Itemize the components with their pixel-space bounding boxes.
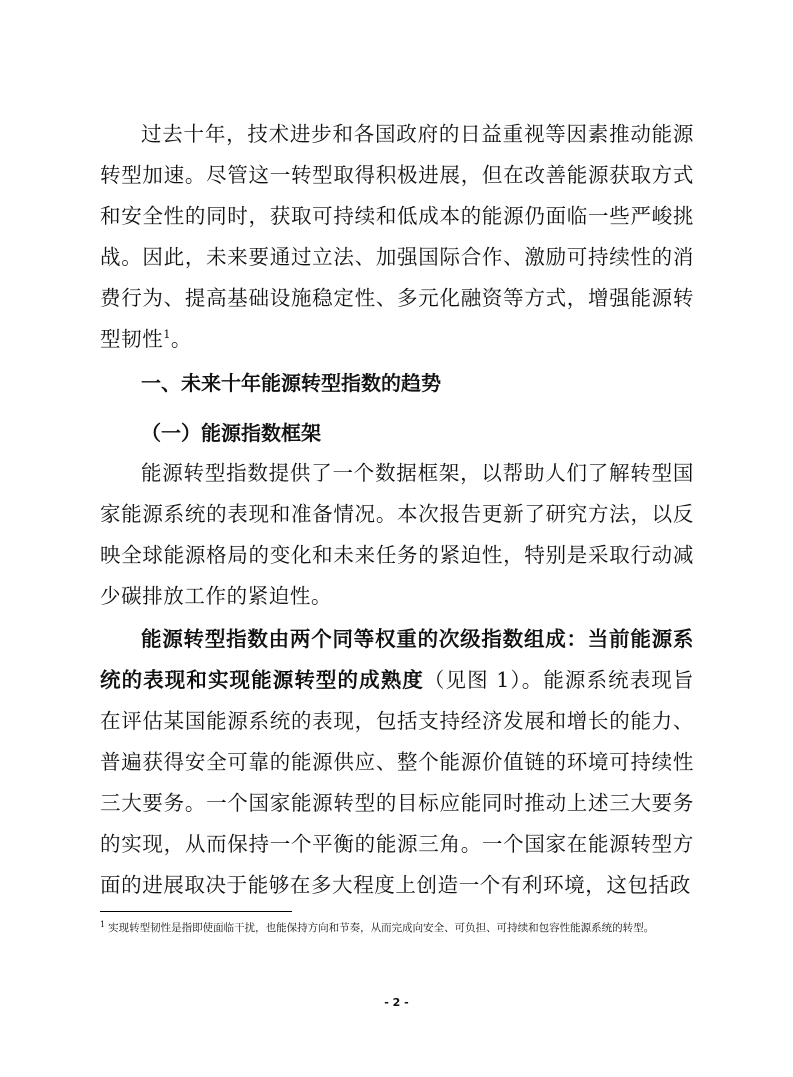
footnote-divider [100, 911, 292, 912]
subsection-heading: （一）能源指数框架 [141, 421, 321, 445]
footnote-reference[interactable]: 1 [163, 328, 171, 342]
paragraph-intro [100, 114, 694, 360]
footnote-mark: 1 [100, 919, 106, 929]
paragraph-subindices-text: （见图 1）。能源系统表现旨在评估某国能源系统的表现，包括支持经济发展和增长的能力、普遍获得安全可靠的能源供应、整个能源价值链的环境可持续性三大要务。一个国家能源转型的目标应能同时推动上述三大要务的实现，从而保持一个平衡的能源三角。一个国家在能源转型方面的进展取决于能够在多大程度上创造一个有利环境，这包括政 [100, 668, 694, 897]
footnote [100, 920, 696, 937]
paragraph-intro-end: 。 [170, 327, 193, 351]
paragraph-subindices [100, 619, 694, 906]
paragraph-framework: 能源转型指数提供了一个数据框架，以帮助人们了解转型国家能源系统的表现和准备情况。本次报告更新了研究方法，以反映全球能源格局的变化和未来任务的紧迫性，特别是采取行动减少碳排放工作的紧迫性。 [100, 461, 694, 608]
paragraph-subindices-bold: 能源转型指数由两个同等权重的次级指数组成：当前能源系统的表现和实现能源转型的成熟度 [100, 627, 694, 692]
paragraph-intro-text: 过去十年，技术进步和各国政府的日益重视等因素推动能源转型加速。尽管这一转型取得积极进展，但在改善能源获取方式和安全性的同时，获取可持续和低成本的能源仍面临一些严峻挑战。因此，未来要通过立法、加强国际合作、激励可持续性的消费行为、提高基础设施稳定性、多元化融资等方式，增强能源转型韧性 [100, 122, 694, 351]
page-number: - 2 - [384, 996, 409, 1009]
section-heading: 一、未来十年能源转型指数的趋势 [141, 371, 441, 395]
footnote-text: 实现转型韧性是指即使面临干扰，也能保持方向和节奏，从而完成向安全、可负担、可持续和包容性能源系统的转型。 [108, 922, 655, 934]
